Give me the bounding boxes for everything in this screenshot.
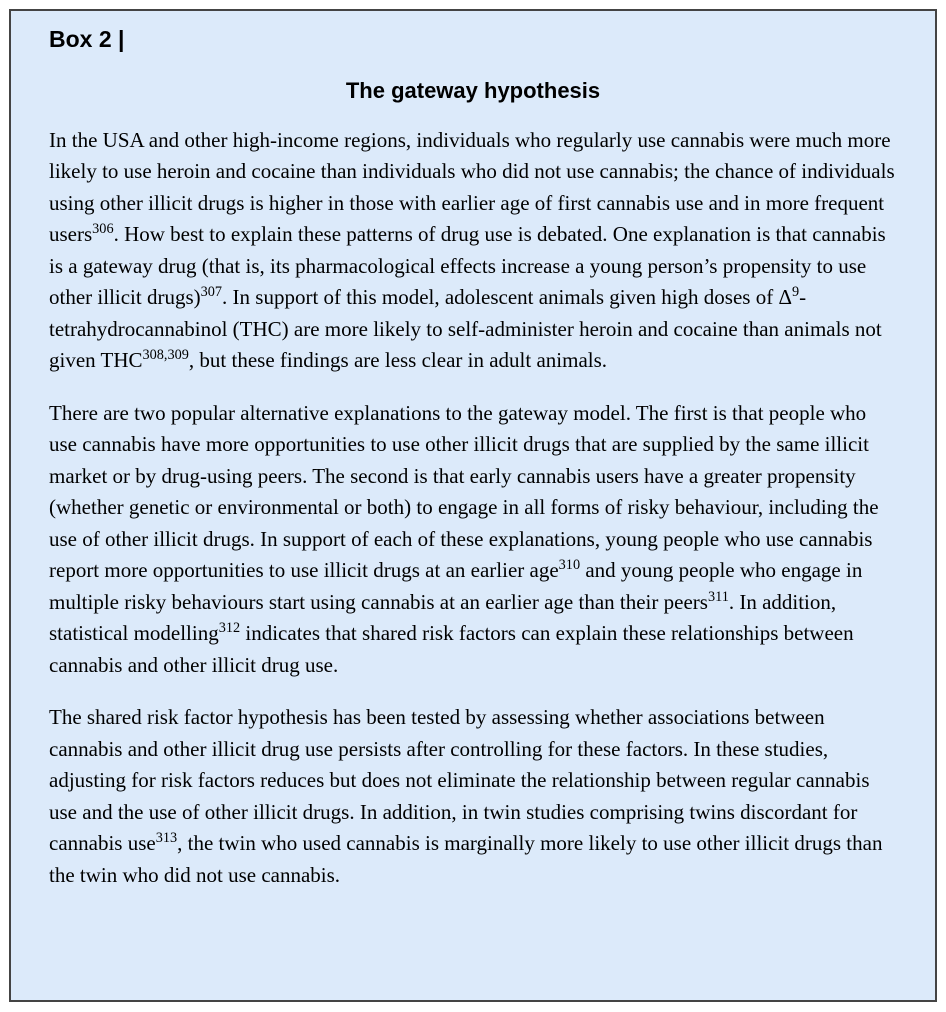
box-title: The gateway hypothesis [345, 77, 601, 103]
reference-superscript: 313 [155, 830, 178, 847]
paragraph: In the USA and other high-income regions, individuals who regularly use cannabis were much more likely to use heroin and cocaine than individuals who did not use cannabis; the chance of individuals using other illicit drugs is higher in those with earlier age of first cannabis use and in more frequent users$^{306}$. How best to explain these patterns of drug use is debated. One explanation is that cannabis is a gateway drug (that is, its pharmacological effects increase a young person’s propensity to use other illicit drugs)$^{307}$. In support of this model, adolescent animals given high doses of $\Delta^9$-tetrahydrocannabinol (THC) are more likely to self-administer heroin and cocaine than animals not given THC$^{308,309}$, but these findings are less clear in adult animals. [49, 127, 895, 373]
reference-superscript: 312 [218, 620, 241, 637]
box-label: Box 2 | [49, 26, 125, 52]
box-2-container [9, 9, 937, 1002]
reference-superscript: 310 [558, 557, 581, 574]
reference-superscript: 9 [791, 284, 800, 301]
reference-superscript: 306 [92, 221, 114, 238]
reference-superscript: 311 [707, 588, 729, 605]
reference-superscript: 307 [200, 284, 223, 301]
paragraph: There are two popular alternative explanations to the gateway model. The first is that people who use cannabis have more opportunities to use other illicit drugs that are supplied by the same illicit market or by drug-using peers. The second is that early cannabis users have a greater propensity (whether genetic or environmental or both) to engage in all forms of risky behaviour, including the use of other illicit drugs. In support of each of these explanations, young people who use cannabis report more opportunities to use illicit drugs at an earlier age$^{310}$ and young people who engage in multiple risky behaviours start using cannabis at an earlier age than their peers$^{311}$. In addition, statistical modelling$^{312}$ indicates that shared risk factors can explain these relationships between cannabis and other illicit drug use. [49, 400, 879, 677]
reference-superscript: 308,309 [142, 347, 189, 364]
paragraph-list [49, 125, 897, 892]
paragraph: The shared risk factor hypothesis has been tested by assessing whether associations between cannabis and other illicit drug use persists after controlling for these factors. In these studies, adjusting for risk factors reduces but does not eliminate the relationship between regular cannabis use and the use of other illicit drugs. In addition, in twin studies comprising twins discordant for cannabis use$^{313}$, the twin who used cannabis is marginally more likely to use other illicit drugs than the twin who did not use cannabis. [49, 705, 883, 887]
